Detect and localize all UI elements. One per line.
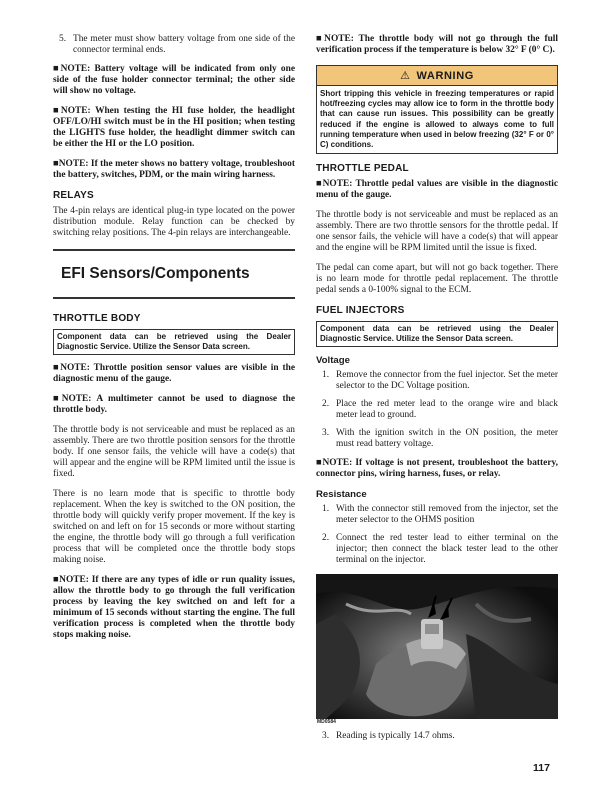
section-title: EFI Sensors/Components [53, 249, 295, 299]
photo-caption: MD0584 [317, 719, 336, 726]
note-freezing: ■NOTE: The throttle body will not go through the full verification process if the temperature is below 32° F (0° C). [316, 34, 558, 55]
list-number: 3. [322, 428, 330, 439]
list-number: 1. [322, 370, 330, 381]
relays-text: The 4-pin relays are identical plug-in type located on the power distribution module. Relay function can be checked by switching relay positions. The 4-pin relays are interchangeable. [53, 206, 295, 238]
list-text: Remove the connector from the fuel injector. Set the meter selector to the DC Voltage position. [336, 370, 558, 392]
pedal-para-1: The throttle body is not serviceable and must be replaced as an assembly. There are two throttle sensors for the throttle pedal. If one sensor fails, the vehicle will have a code(s) that will appear and the engine will be RPM limited until the issue is fixed. [316, 210, 558, 254]
list-item [322, 399, 558, 421]
list-text: With the connector still removed from the injector, set the meter selector to the OHMS position [336, 504, 558, 526]
relays-heading: RELAYS [53, 190, 94, 201]
warning-box [316, 65, 558, 154]
list-item [322, 428, 558, 450]
list-item [59, 34, 295, 56]
warning-header [317, 66, 557, 86]
fuel-injector-photo-graphic [316, 574, 558, 719]
resistance-heading: Resistance [316, 489, 367, 501]
list-text: With the ignition switch in the ON position, the meter must read battery voltage. [336, 428, 558, 450]
note-no-voltage: ■NOTE: If the meter shows no battery voltage, troubleshoot the battery, switches, PDM, or the main wiring harness. [53, 159, 295, 180]
voltage-heading: Voltage [316, 355, 350, 367]
warning-title: WARNING [416, 70, 474, 82]
note-voltage-absent: ■NOTE: If voltage is not present, troubleshoot the battery, connector pins, wiring harness, fuses, or relay. [316, 458, 558, 480]
list-text: The meter must show battery voltage from one side of the connector terminal ends. [73, 34, 295, 55]
list-item [322, 533, 558, 566]
voltage-steps [316, 370, 558, 450]
note-pedal: ■NOTE: Throttle pedal values are visible in the diagnostic menu of the gauge. [316, 179, 558, 201]
left-column [53, 34, 295, 650]
fuel-injectors-info-box: Component data can be retrieved using the Dealer Diagnostic Service. Utilize the Sensor Data screen. [316, 321, 558, 347]
throttle-body-info-box: Component data can be retrieved using the Dealer Diagnostic Service. Utilize the Sensor Data screen. [53, 329, 295, 355]
throttle-pedal-heading: THROTTLE PEDAL [316, 163, 409, 175]
resistance-step-3 [316, 731, 558, 742]
note-hi-fuse: ■NOTE: When testing the HI fuse holder, the headlight OFF/LO/HI switch must be in the HI position; when testing the LIGHTS fuse holder, the headlight dimmer switch can be either the HI or the LO position. [53, 106, 295, 149]
fuel-injectors-heading: FUEL INJECTORS [316, 305, 405, 317]
continued-list [53, 34, 295, 56]
list-number: 2. [322, 533, 330, 544]
list-item [322, 731, 558, 742]
resistance-steps [316, 504, 558, 566]
note-battery: ■NOTE: Battery voltage will be indicated from only one side of the fuse holder connector terminal; the other side will show no voltage. [53, 64, 295, 96]
note-multimeter: ■NOTE: A multimeter cannot be used to diagnose the throttle body. [53, 394, 295, 415]
fuel-injector-photo [316, 574, 558, 719]
throttle-body-para-1: The throttle body is not serviceable and must be replaced as an assembly. There are two throttle position sensors for the throttle body. If one sensor fails, the vehicle will have a code(s) that will appear and the engine will be RPM limited until the issue is fixed. [53, 425, 295, 479]
warning-text: Short tripping this vehicle in freezing temperatures or rapid hot/freezing cycles may allow ice to form in the throttle body that can cause run issues. This possibility can be greatly reduced if the engine is allowed to always come to full running temperature when used in below freezing (32° F or 0° C) conditions. [320, 89, 554, 150]
right-column [316, 34, 558, 750]
note-idle: ■NOTE: If there are any types of idle or run quality issues, allow the throttle body to go through the full verification process by leaving the key switched on and left for a minimum of 15 seconds without starting the engine. The full verification process is completed when the throttle body stops making noise. [53, 575, 295, 640]
list-number: 3. [322, 731, 330, 742]
note-tps: ■NOTE: Throttle position sensor values are visible in the diagnostic menu of the gauge. [53, 363, 295, 384]
list-text: Reading is typically 14.7 ohms. [336, 731, 455, 742]
list-text: Connect the red tester lead to either terminal on the injector; then connect the black tester lead to the other terminal on the injector. [336, 533, 558, 566]
list-number: 1. [322, 504, 330, 515]
list-item [322, 504, 558, 526]
pedal-para-2: The pedal can come apart, but will not go back together. There is no learn mode for throttle pedal replacement. The throttle pedal sends a 0-100% signal to the ECM. [316, 263, 558, 296]
throttle-body-heading: THROTTLE BODY [53, 313, 141, 324]
throttle-body-para-2: There is no learn mode that is specific to throttle body replacement. When the key is switched to the ON position, the throttle body will quickly verify proper movement. If the key is switched on and left on for 15 seconds or more without starting the engine, the throttle body will go through a full verification process that will be completed once the throttle body stops making noise. [53, 489, 295, 565]
list-number: 2. [322, 399, 330, 410]
list-number: 5. [59, 34, 67, 44]
page-number: 117 [533, 762, 550, 774]
list-text: Place the red meter lead to the orange wire and black meter lead to ground. [336, 399, 558, 421]
warning-triangle-icon: ⚠ [400, 70, 411, 82]
list-item [322, 370, 558, 392]
